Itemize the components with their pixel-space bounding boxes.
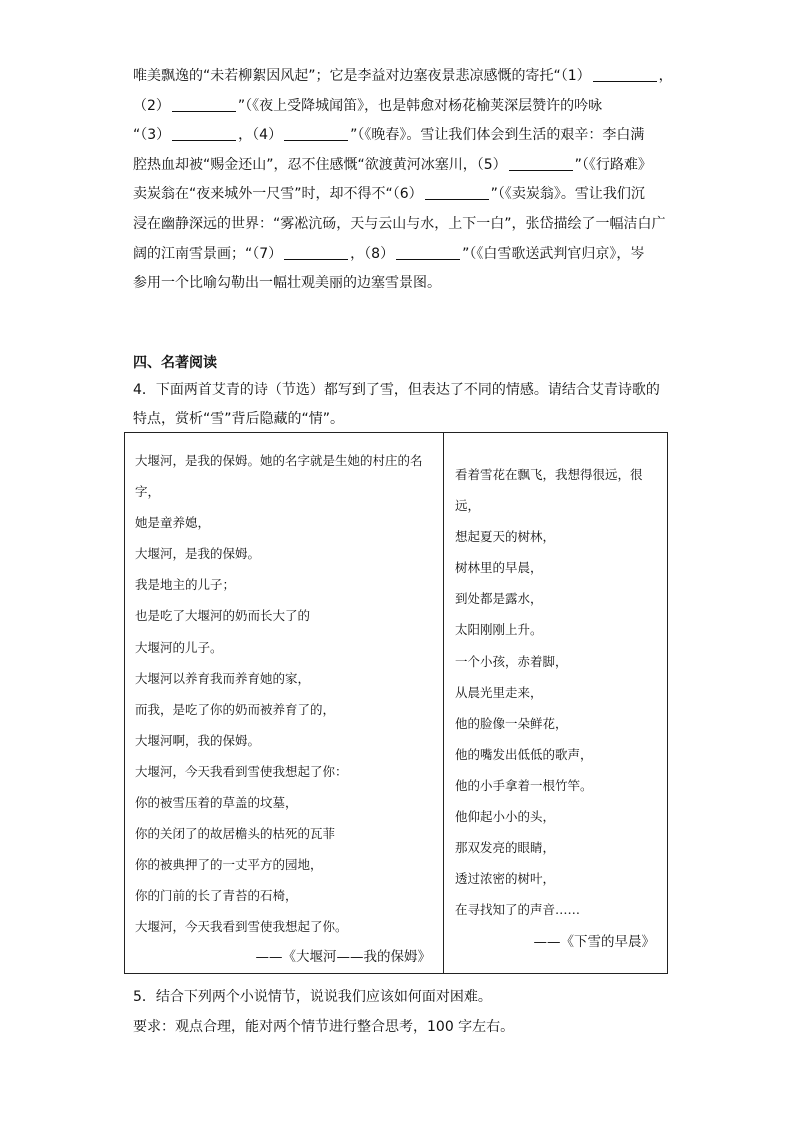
poem-line: 看着雪花在飘飞，我想得很远，很远， bbox=[455, 467, 643, 514]
poem-line: 他的脸像一朵鲜花， bbox=[455, 715, 568, 731]
intro-line-4: 腔热血却被“赐金还山”，忍不住感慨“欲渡黄河冰塞川，（5） ”（《行路难》 bbox=[133, 156, 652, 173]
poem-line: 一个小孩，赤着脚， bbox=[455, 653, 568, 669]
answer-blank-1[interactable] bbox=[593, 67, 657, 82]
poem-divider bbox=[443, 433, 444, 973]
poem-left-column bbox=[135, 445, 437, 943]
poem-line: 树林里的早晨， bbox=[455, 560, 543, 576]
poem-line: 她是童养媳， bbox=[135, 515, 211, 531]
poem-line: 到处都是露水， bbox=[455, 591, 543, 607]
poem-line: 大堰河，是我的保姆。 bbox=[135, 546, 261, 562]
question-5-line-1: 5．结合下列两个小说情节，说说我们应该如何面对困难。 bbox=[133, 989, 492, 1005]
intro-line-5: 卖炭翁在“夜来城外一尺雪”时，却不得不“（6） ”（《卖炭翁》。雪让我们沉 bbox=[133, 186, 645, 203]
intro-line-8: 参用一个比喻勾勒出一幅壮观美丽的边塞雪景图。 bbox=[133, 275, 441, 292]
intro-paragraph bbox=[133, 62, 673, 299]
question-4-line-1: 4．下面两首艾青的诗（节选）都写到了雪，但表达了不同的情感。请结合艾青诗歌的 bbox=[133, 382, 660, 398]
poem-line: 大堰河，今天我看到雪使我想起了你： bbox=[135, 763, 348, 779]
intro-line-6: 浸在幽静深远的世界：“雾凇沆砀，天与云山与水，上下一白”，张岱描绘了一幅洁白广 bbox=[133, 215, 666, 232]
intro-line-2: （2） ”（《夜上受降城闻笛》，也是韩愈对杨花榆荚深层赞许的吟咏 bbox=[133, 97, 603, 114]
poem-right-column bbox=[455, 459, 665, 925]
intro-line-3: “（3） ，（4） ”（《晚春》。雪让我们体会到生活的艰辛：李白满 bbox=[133, 127, 645, 144]
poem-line: 那双发亮的眼睛， bbox=[455, 840, 556, 856]
poem-line: 大堰河啊，我的保姆。 bbox=[135, 732, 261, 748]
answer-blank-2[interactable] bbox=[172, 97, 236, 112]
poem-line: 大堰河，是我的保姆。她的名字就是生她的村庄的名字， bbox=[135, 453, 423, 500]
poem-line: 你的关闭了的故居檐头的枯死的瓦菲 bbox=[135, 826, 336, 842]
poem-line: 从晨光里走来， bbox=[455, 684, 543, 700]
question-5-requirement: 要求：观点合理，能对两个情节进行整合思考，100 字左右。 bbox=[133, 1019, 515, 1035]
answer-blank-3[interactable] bbox=[172, 126, 236, 141]
poem-line: 大堰河的儿子。 bbox=[135, 639, 223, 655]
poem-line: 想起夏天的树林， bbox=[455, 529, 556, 545]
section-title: 四、名著阅读 bbox=[133, 355, 217, 371]
poem-line: 大堰河以养育我而养育她的家， bbox=[135, 670, 311, 686]
poem-line: 你的被雪压着的草盖的坟墓， bbox=[135, 795, 298, 811]
poem-line: 你的被典押了的一丈平方的园地， bbox=[135, 857, 323, 873]
poem-table bbox=[124, 432, 668, 974]
poem-line: 而我，是吃了你的奶而被养育了的， bbox=[135, 701, 336, 717]
poem-line: 他的嘴发出低低的歌声， bbox=[455, 746, 593, 762]
question-4-line-2: 特点，赏析“雪”背后隐藏的“情”。 bbox=[133, 411, 345, 427]
answer-blank-5[interactable] bbox=[509, 156, 573, 171]
intro-line-7: 阔的江南雪景画；“（7） ，（8） ”（《白雪歌送武判官归京》，岑 bbox=[133, 245, 645, 262]
poem-line: 他的小手拿着一根竹竿。 bbox=[455, 777, 593, 793]
poem-line: 大堰河，今天我看到雪使我想起了你。 bbox=[135, 919, 348, 935]
intro-line-1: 唯美飘逸的“未若柳絮因风起”；它是李益对边塞夜景悲凉感慨的寄托“（1） ， bbox=[133, 68, 673, 84]
answer-blank-8[interactable] bbox=[396, 245, 460, 260]
answer-blank-6[interactable] bbox=[425, 185, 489, 200]
poem-line: 也是吃了大堰河的奶而长大了的 bbox=[135, 608, 311, 624]
poem-line: 你的门前的长了青苔的石椅， bbox=[135, 888, 298, 904]
poem-line: 他仰起小小的头， bbox=[455, 809, 556, 825]
question-5 bbox=[133, 982, 693, 1042]
question-4 bbox=[133, 376, 673, 434]
poem-left-source: ——《大堰河——我的保姆》 bbox=[255, 949, 431, 965]
poem-line: 在寻找知了的声音…… bbox=[455, 902, 581, 918]
answer-blank-7[interactable] bbox=[284, 245, 348, 260]
answer-blank-4[interactable] bbox=[284, 126, 348, 141]
poem-line: 太阳刚刚上升。 bbox=[455, 622, 543, 638]
poem-line: 透过浓密的树叶， bbox=[455, 871, 556, 887]
poem-line: 我是地主的儿子； bbox=[135, 577, 236, 593]
poem-right-source: ——《下雪的早晨》 bbox=[533, 934, 655, 950]
